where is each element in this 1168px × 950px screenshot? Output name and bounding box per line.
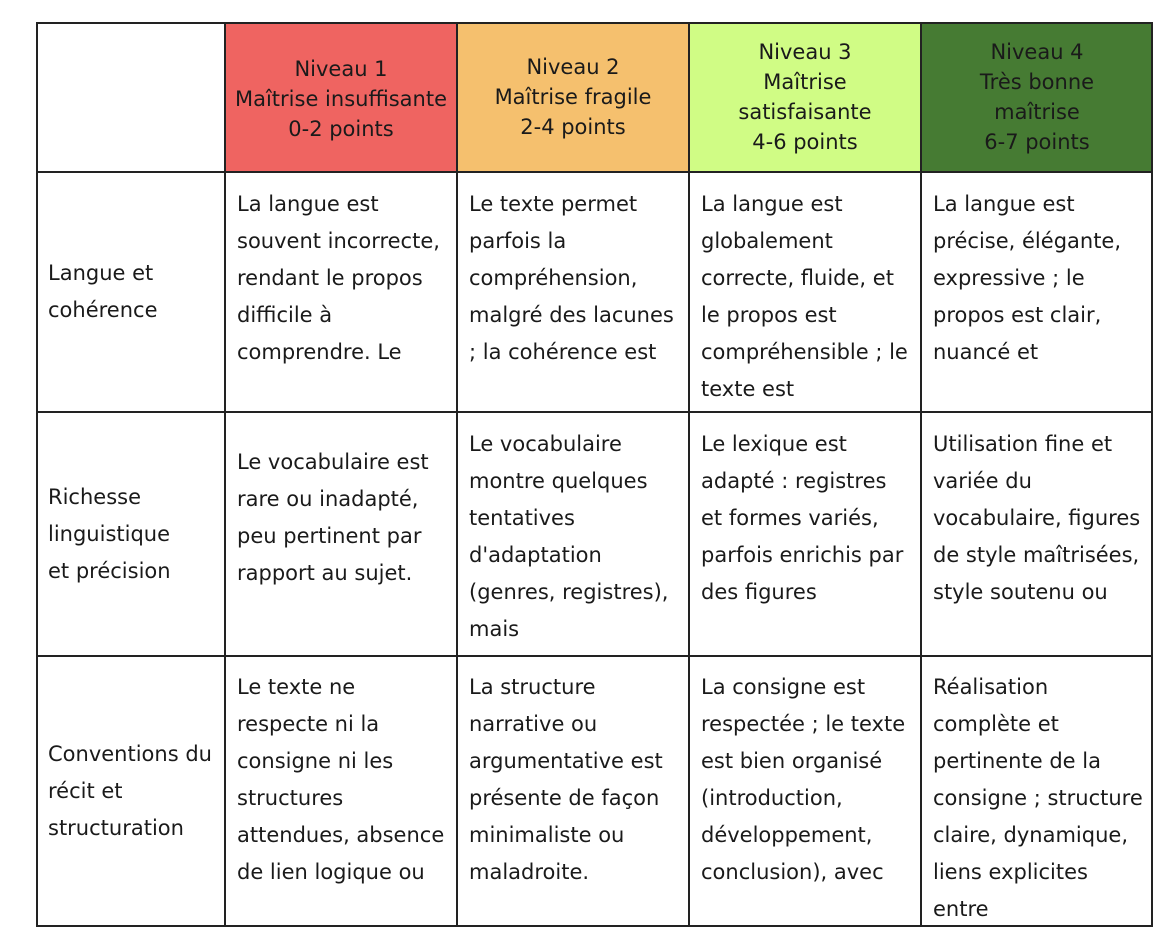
- header-level-1: [225, 22, 457, 172]
- row-label-langue: [36, 172, 225, 412]
- level-4-points: 6-7 points: [984, 130, 1090, 154]
- cell-langue-level-4: La langue est précise, élégante, expressive ; le propos est clair, nuancé et: [933, 192, 1122, 364]
- cell-richesse-level-3: Le lexique est adapté : registres et formes variés, parfois enrichis par des figures: [701, 432, 904, 604]
- cell-conventions-level-2: La structure narrative ou argumentative est présente de façon minimaliste ou maladroite.: [469, 675, 663, 884]
- grid-line-top: [36, 22, 1153, 24]
- grid-line-col-5: [1151, 22, 1153, 927]
- level-1-subtitle: Maîtrise insuffisante: [234, 87, 448, 111]
- grid-line-col-3: [688, 22, 690, 927]
- level-1-title: Niveau 1: [294, 57, 388, 81]
- row-label-conventions: [36, 656, 225, 927]
- header-level-4: [921, 22, 1153, 172]
- level-2-subtitle: Maîtrise fragile: [494, 85, 652, 109]
- level-2-title: Niveau 2: [526, 55, 620, 79]
- level-4-subtitle: Très bonne maîtrise: [979, 70, 1095, 124]
- corner-cell: [36, 22, 225, 172]
- cell-richesse-level-4: Utilisation fine et variée du vocabulaire, figures de style maîtrisées, style soutenu ou: [933, 432, 1141, 604]
- cell-richesse-level-2: Le vocabulaire montre quelques tentatives d'adaptation (genres, registres), mais: [469, 432, 669, 641]
- cell-langue-level-3: La langue est globalement correcte, fluide, et le propos est compréhensible ; le texte est: [701, 192, 908, 401]
- cell-conventions-level-3: La consigne est respectée ; le texte est bien organisé (introduction, développement, conclusion), avec: [701, 675, 906, 884]
- level-1-points: 0-2 points: [288, 117, 394, 141]
- grid-line-row-3: [36, 655, 1153, 657]
- grid-line-col-1: [224, 22, 226, 927]
- grid-line-row-2: [36, 411, 1153, 413]
- level-3-points: 4-6 points: [752, 130, 858, 154]
- row-label-text: Langue et cohérence: [48, 261, 158, 322]
- header-level-3: [689, 22, 921, 172]
- row-label-richesse: [36, 412, 225, 656]
- cell-richesse-level-1: Le vocabulaire est rare ou inadapté, peu pertinent par rapport au sujet.: [237, 450, 429, 585]
- grid-line-bottom: [36, 925, 1153, 927]
- cell-conventions-level-1: Le texte ne respecte ni la consigne ni les structures attendues, absence de lien logique ou: [237, 675, 445, 884]
- level-3-title: Niveau 3: [758, 40, 852, 64]
- level-4-title: Niveau 4: [990, 40, 1084, 64]
- row-label-text: Conventions du récit et structuration: [48, 742, 212, 840]
- level-3-subtitle: Maîtrise satisfaisante: [738, 70, 872, 124]
- grid-line-row-1: [36, 171, 1153, 173]
- rubric-table: [36, 22, 1153, 927]
- cell-langue-level-1: La langue est souvent incorrecte, rendant le propos difficile à comprendre. Le: [237, 192, 440, 364]
- grid-line-col-4: [920, 22, 922, 927]
- row-label-text: Richesse linguistique et précision: [48, 484, 171, 583]
- level-2-points: 2-4 points: [520, 115, 626, 139]
- header-level-2: [457, 22, 689, 172]
- grid-line-col-0: [36, 22, 38, 927]
- cell-conventions-level-4: Réalisation complète et pertinente de la consigne ; structure claire, dynamique, liens explicites entre: [933, 675, 1143, 921]
- grid-line-col-2: [456, 22, 458, 927]
- cell-langue-level-2: Le texte permet parfois la compréhension, malgré des lacunes ; la cohérence est: [469, 192, 674, 364]
